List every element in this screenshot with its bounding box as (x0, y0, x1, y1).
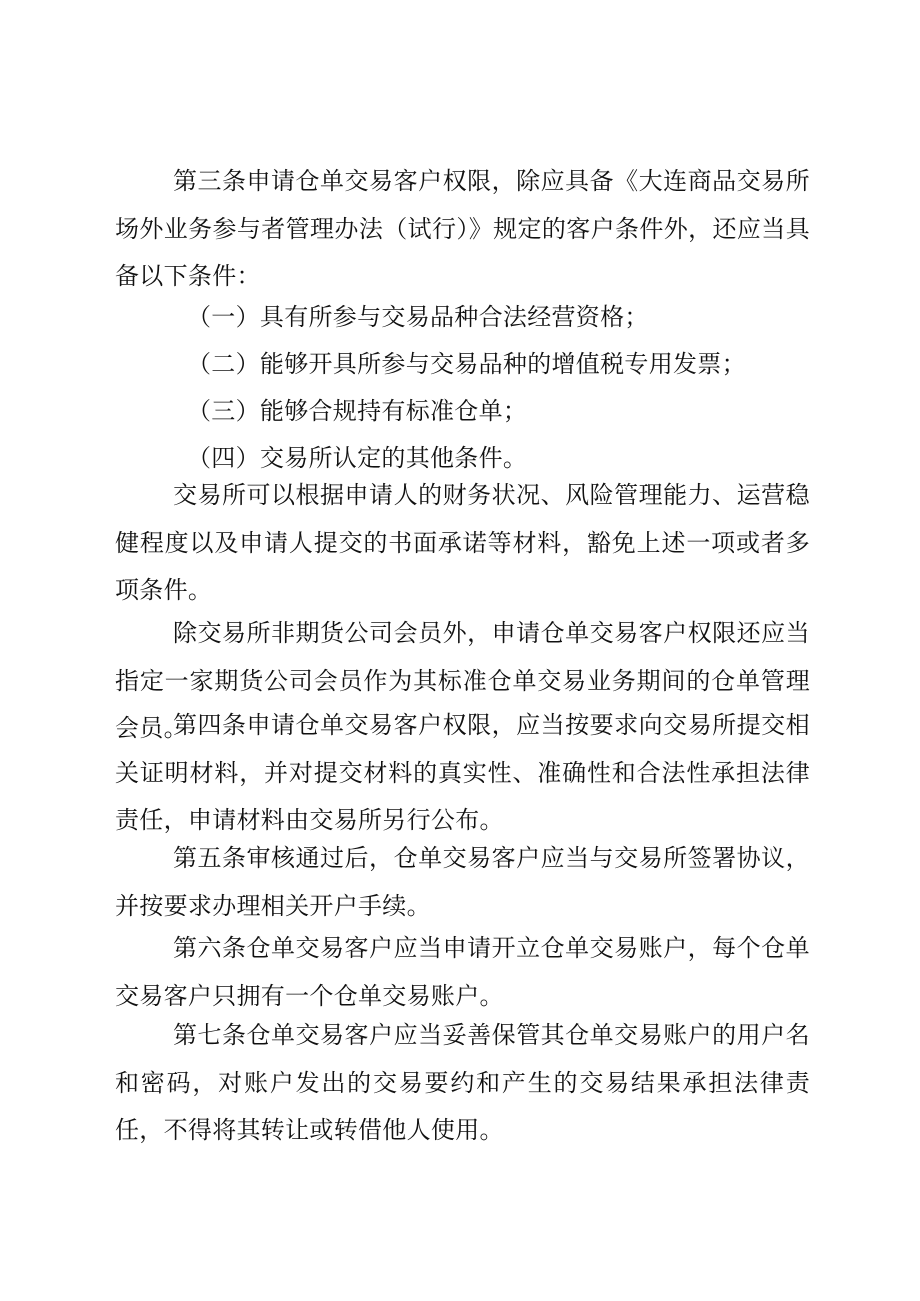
condition-item-1: （一）具有所参与交易品种合法经营资格； (187, 303, 649, 331)
condition-item-3: （三）能够合规持有标准仓单； (187, 397, 528, 425)
article-5-paragraph: 第五条审核通过后，仓单交易客户应当与交易所签署协议，并按要求办理相关开户手续。 (115, 844, 810, 920)
article-6-paragraph: 第六条仓单交易客户应当申请开立仓单交易账户，每个仓单交易客户只拥有一个仓单交易账户。 (115, 934, 810, 1010)
article-4-paragraph: 第四条申请仓单交易客户权限，应当按要求向交易所提交相关证明材料，并对提交材料的真实性、准确性和合法性承担法律责任，申请材料由交易所另行公布。 (115, 711, 810, 834)
article-3-paragraph: 第三条申请仓单交易客户权限，除应具备《大连商品交易所场外业务参与者管理办法（试行）》规定的客户条件外，还应当具备以下条件： (115, 167, 810, 290)
condition-item-4: （四）交易所认定的其他条件。 (187, 444, 528, 472)
condition-item-2: （二）能够开具所参与交易品种的增值税专用发票； (187, 350, 746, 378)
member-requirement-paragraph: 除交易所非期货公司会员外，申请仓单交易客户权限还应当指定一家期货公司会员作为其标准仓单交易业务期间的仓单管理会员。 (115, 619, 810, 742)
article-7-paragraph: 第七条仓单交易客户应当妥善保管其仓单交易账户的用户名和密码，对账户发出的交易要约和产生的交易结果承担法律责任，不得将其转让或转借他人使用。 (115, 1021, 810, 1144)
exemption-paragraph: 交易所可以根据申请人的财务状况、风险管理能力、运营稳健程度以及申请人提交的书面承诺等材料，豁免上述一项或者多项条件。 (115, 481, 810, 604)
